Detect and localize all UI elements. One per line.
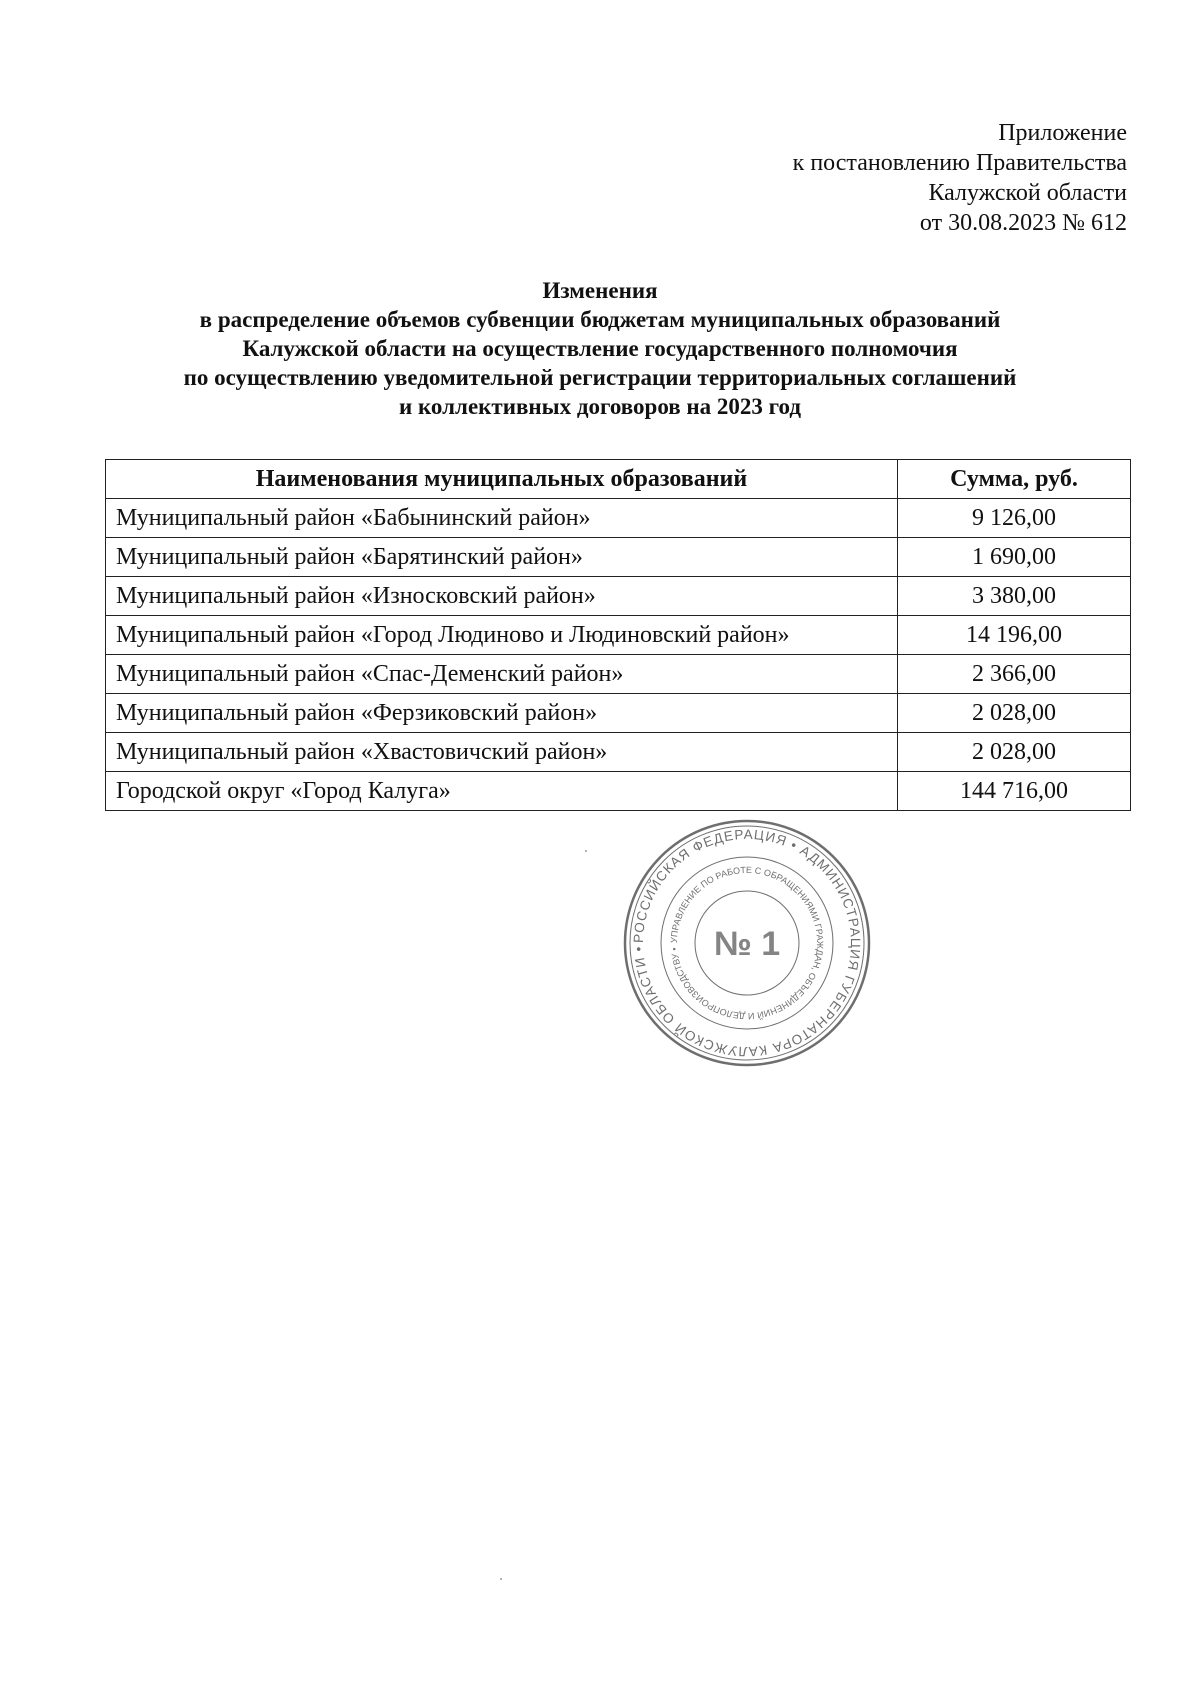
stamp-outer-text: РОССИЙСКАЯ ФЕДЕРАЦИЯ • АДМИНИСТРАЦИЯ ГУБЕРНАТОРА КАЛУЖСКОЙ ОБЛАСТИ •	[630, 826, 864, 1060]
table-row	[106, 499, 1131, 538]
municipality-name: Муниципальный район «Барятинский район»	[106, 538, 898, 577]
appendix-decree-ref: к постановлению Правительства	[792, 150, 1127, 176]
header-sum: Сумма, руб.	[898, 460, 1131, 499]
title-line-2: в распределение объемов субвенции бюджетам муниципальных образований	[199, 307, 1001, 332]
table-row	[106, 733, 1131, 772]
scan-speck	[500, 1578, 502, 1580]
table-row	[106, 616, 1131, 655]
header-municipality: Наименования муниципальных образований	[106, 460, 898, 499]
amount: 2 366,00	[898, 655, 1131, 694]
title-line-1: Изменения	[542, 278, 658, 303]
municipality-name: Городской округ «Город Калуга»	[106, 772, 898, 811]
appendix-label: Приложение	[998, 120, 1127, 146]
appendix-date-number: от 30.08.2023 № 612	[919, 210, 1127, 236]
appendix-block	[793, 118, 1127, 238]
amount: 2 028,00	[898, 733, 1131, 772]
municipality-name: Муниципальный район «Спас-Деменский район»	[106, 655, 898, 694]
municipality-name: Муниципальный район «Износковский район»	[106, 577, 898, 616]
title-line-4: по осуществлению уведомительной регистрации территориальных соглашений	[183, 365, 1017, 390]
amount: 14 196,00	[898, 616, 1131, 655]
scan-speck	[585, 850, 587, 852]
table-row	[106, 772, 1131, 811]
amount: 144 716,00	[898, 772, 1131, 811]
title-line-5: и коллективных договоров на 2023 год	[398, 394, 802, 419]
distribution-table	[105, 459, 1131, 811]
stamp-number: № 1	[713, 925, 781, 963]
stamp-inner-text: УПРАВЛЕНИЕ ПО РАБОТЕ С ОБРАЩЕНИЯМИ ГРАЖДАН, ОБЪЕДИНЕНИЙ И ДЕЛОПРОИЗВОДСТВУ •	[668, 864, 826, 1022]
title-line-3: Калужской области на осуществление государственного полномочия	[242, 336, 958, 361]
table-row	[106, 538, 1131, 577]
appendix-region: Калужской области	[928, 180, 1127, 206]
table-row	[106, 577, 1131, 616]
municipality-name: Муниципальный район «Хвастовичский район»	[106, 733, 898, 772]
table-row	[106, 655, 1131, 694]
amount: 2 028,00	[898, 694, 1131, 733]
amount: 1 690,00	[898, 538, 1131, 577]
official-stamp-seal	[622, 818, 872, 1068]
municipality-name: Муниципальный район «Город Людиново и Людиновский район»	[106, 616, 898, 655]
amount: 3 380,00	[898, 577, 1131, 616]
document-title	[0, 276, 1200, 421]
amount: 9 126,00	[898, 499, 1131, 538]
table-row	[106, 694, 1131, 733]
municipality-name: Муниципальный район «Ферзиковский район»	[106, 694, 898, 733]
municipality-name: Муниципальный район «Бабынинский район»	[106, 499, 898, 538]
table-header-row	[106, 460, 1131, 499]
